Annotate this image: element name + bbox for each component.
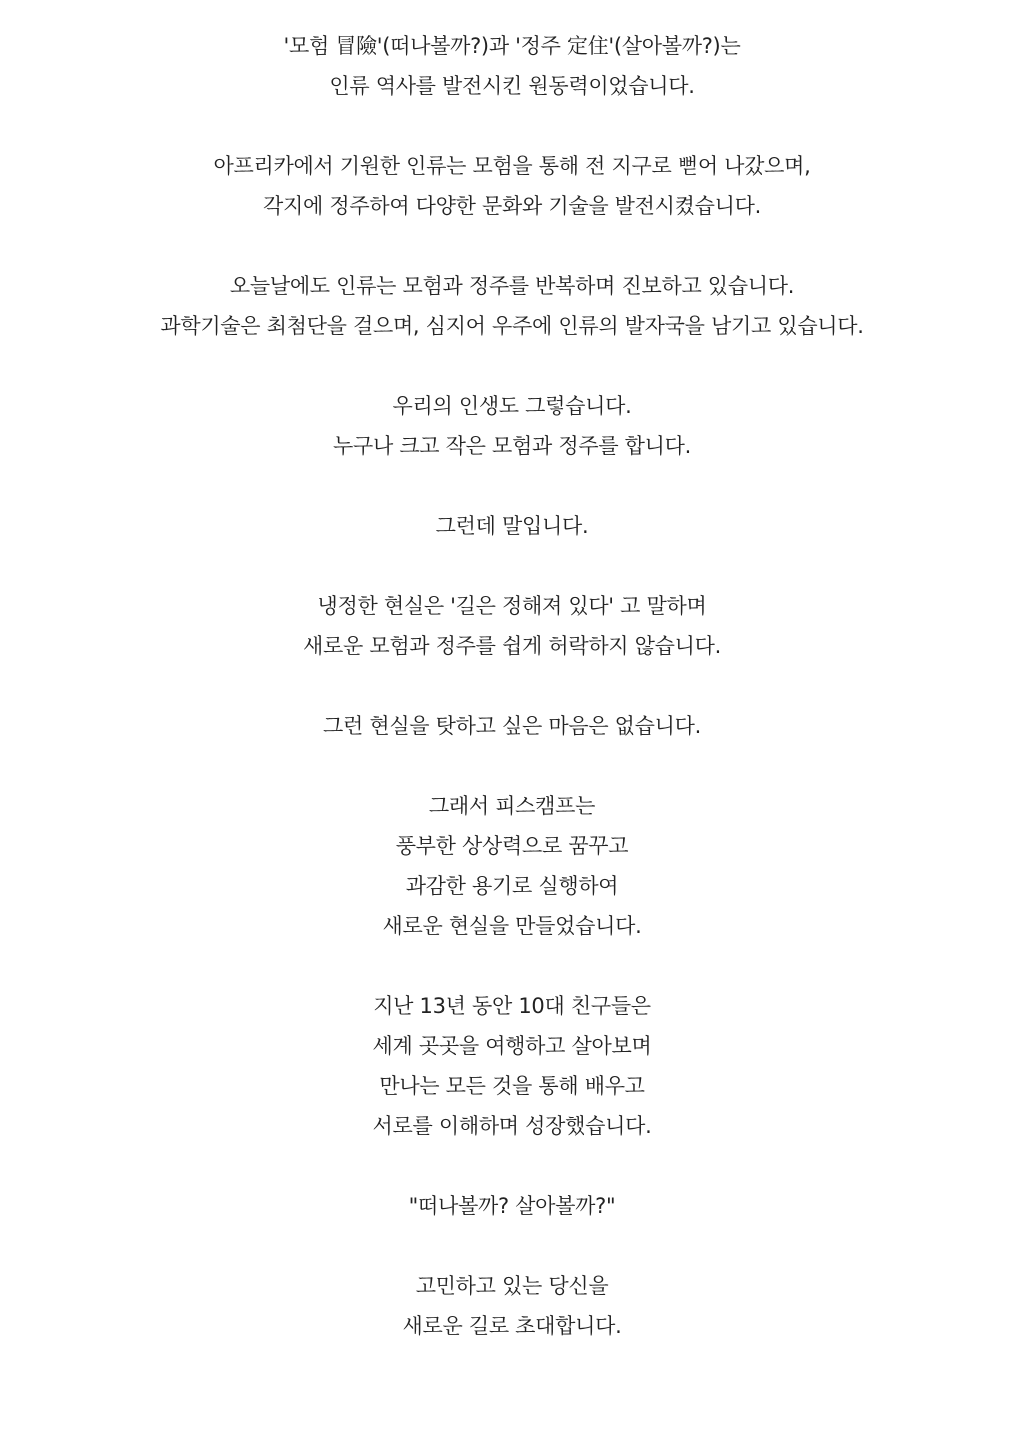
text-line: 그런 현실을 탓하고 싶은 마음은 없습니다. <box>322 714 701 738</box>
paragraph-thirteen-years <box>0 986 1024 1146</box>
paragraph-life <box>0 386 1024 466</box>
text-line: 세계 곳곳을 여행하고 살아보며 <box>372 1034 652 1058</box>
text-line: 오늘날에도 인류는 모험과 정주를 반복하며 진보하고 있습니다. <box>229 274 795 298</box>
text-line: 새로운 길로 초대합니다. <box>402 1314 622 1338</box>
text-line: 누구나 크고 작은 모험과 정주를 합니다. <box>332 434 692 458</box>
text-line: 과감한 용기로 실행하여 <box>405 874 619 898</box>
paragraph-question <box>0 1186 1024 1226</box>
paragraph-reality <box>0 586 1024 666</box>
text-line: 서로를 이해하며 성장했습니다. <box>372 1114 652 1138</box>
text-line: "떠나볼까? 살아볼까?" <box>408 1194 616 1218</box>
paragraph-today <box>0 266 1024 346</box>
paragraph-intro <box>0 26 1024 106</box>
text-line: 만나는 모든 것을 통해 배우고 <box>379 1074 645 1098</box>
paragraph-no-blame <box>0 706 1024 746</box>
document-body <box>0 26 1024 1386</box>
text-line: 지난 13년 동안 10대 친구들은 <box>373 994 651 1018</box>
paragraph-africa <box>0 146 1024 226</box>
paragraph-invitation <box>0 1266 1024 1346</box>
text-line: 새로운 현실을 만들었습니다. <box>382 914 642 938</box>
text-line: '모험 冒險'(떠나볼까?)과 '정주 定住'(살아볼까?)는 <box>283 34 741 58</box>
text-line: 우리의 인생도 그렇습니다. <box>392 394 632 418</box>
text-line: 각지에 정주하여 다양한 문화와 기술을 발전시켰습니다. <box>263 194 761 218</box>
text-line: 새로운 모험과 정주를 쉽게 허락하지 않습니다. <box>303 634 721 658</box>
text-line: 풍부한 상상력으로 꿈꾸고 <box>395 834 629 858</box>
text-line: 그래서 피스캠프는 <box>428 794 596 818</box>
paragraph-however <box>0 506 1024 546</box>
paragraph-peacecamp <box>0 786 1024 946</box>
text-line: 과학기술은 최첨단을 걸으며, 심지어 우주에 인류의 발자국을 남기고 있습니다. <box>160 314 864 338</box>
text-line: 아프리카에서 기원한 인류는 모험을 통해 전 지구로 뻗어 나갔으며, <box>213 154 811 178</box>
text-line: 그런데 말입니다. <box>435 514 589 538</box>
text-line: 인류 역사를 발전시킨 원동력이었습니다. <box>329 74 695 98</box>
text-line: 고민하고 있는 당신을 <box>415 1274 609 1298</box>
text-line: 냉정한 현실은 '길은 정해져 있다' 고 말하며 <box>317 594 707 618</box>
